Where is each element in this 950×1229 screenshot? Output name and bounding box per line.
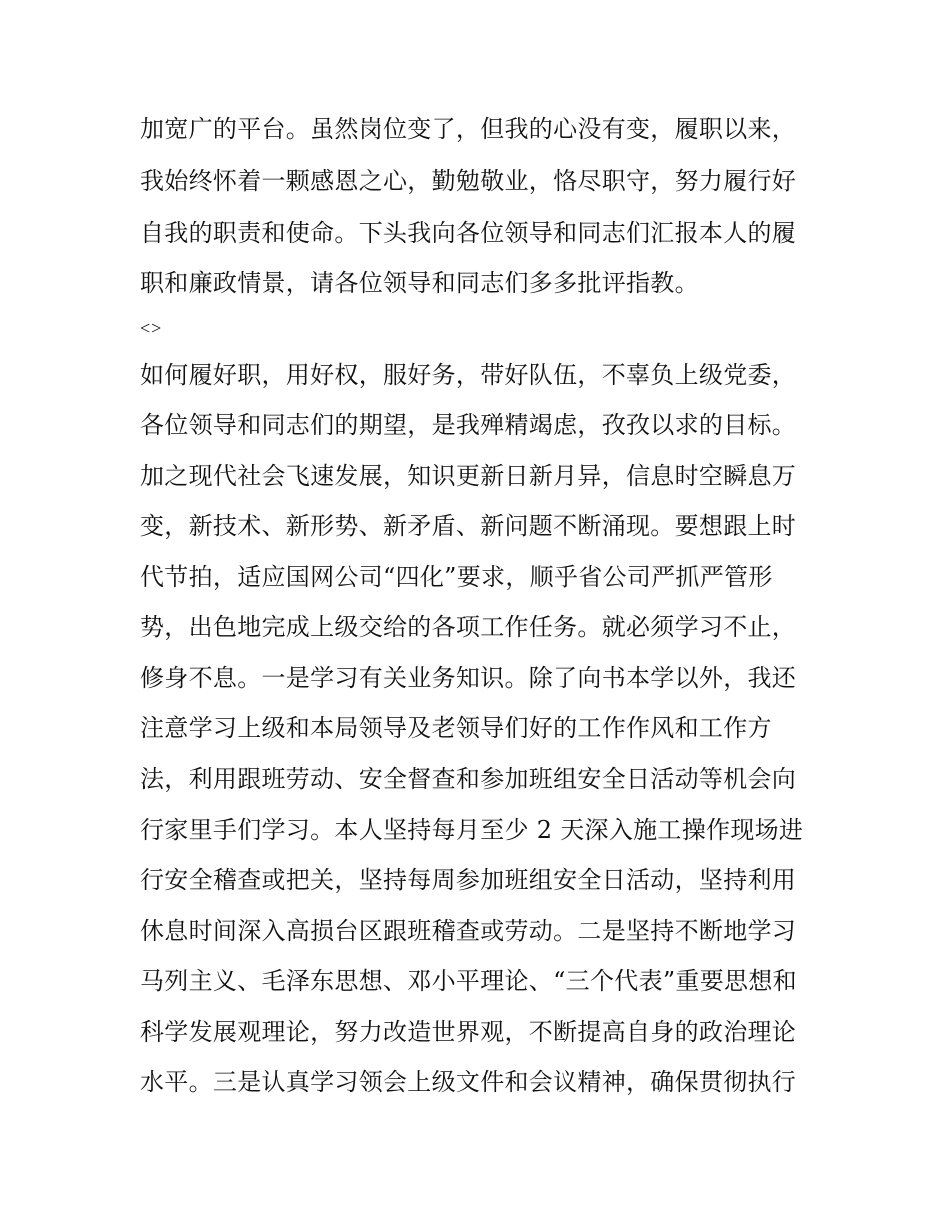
text-line: 如何履好职，用好权，服好务，带好队伍，不辜负上级党委， (140, 361, 797, 389)
text-line: 修身不息。一是学习有关业务知识。除了向书本学以外，我还 (140, 664, 797, 692)
text-line: 势，出色地完成上级交给的各项工作任务。就必须学习不止， (140, 613, 797, 641)
paragraph-marker: <> (140, 318, 163, 338)
text-line: 休息时间深入高损台区跟班稽查或劳动。二是坚持不断地学习 (140, 917, 797, 945)
text-line: 各位领导和同志们的期望，是我殚精竭虑，孜孜以求的目标。 (140, 411, 797, 439)
text-line: 水平。三是认真学习领会上级文件和会议精神，确保贯彻执行 (140, 1068, 797, 1096)
text-line: 科学发展观理论，努力改造世界观，不断提高自身的政治理论 (140, 1018, 797, 1046)
text-line: 我始终怀着一颗感恩之心，勤勉敬业，恪尽职守，努力履行好 (140, 167, 797, 195)
text-line: 行安全稽查或把关，坚持每周参加班组安全日活动，坚持利用 (140, 866, 797, 894)
text-line: 行家里手们学习。本人坚持每月至少 2 天深入施工操作现场进 (140, 816, 804, 844)
text-line: 变，新技术、新形势、新矛盾、新问题不断涌现。要想跟上时 (140, 512, 797, 540)
text-line: 马列主义、毛泽东思想、邓小平理论、“三个代表”重要思想和 (140, 967, 797, 995)
text-line: 加宽广的平台。虽然岗位变了，但我的心没有变，履职以来， (140, 115, 797, 143)
text-line: 法，利用跟班劳动、安全督查和参加班组安全日活动等机会向 (140, 765, 797, 793)
text-line: 注意学习上级和本局领导及老领导们好的工作作风和工作方 (140, 714, 772, 742)
text-line: 自我的职责和使命。下头我向各位领导和同志们汇报本人的履 (140, 219, 797, 247)
text-line: 职和廉政情景，请各位领导和同志们多多批评指教。 (140, 269, 699, 297)
text-line: 加之现代社会飞速发展，知识更新日新月异，信息时空瞬息万 (140, 462, 797, 490)
text-line: 代节拍，适应国网公司“四化”要求，顺乎省公司严抓严管形 (140, 563, 773, 591)
